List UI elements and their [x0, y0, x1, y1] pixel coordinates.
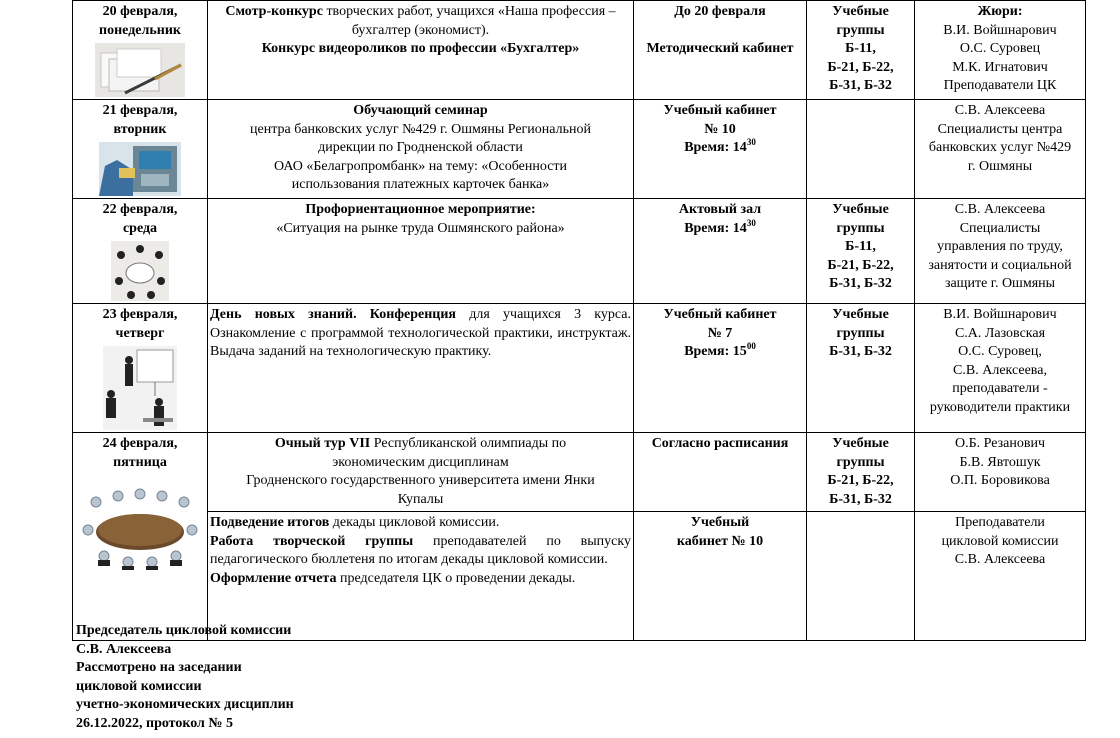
responsible-line: О.С. Суровец: [959, 41, 1041, 56]
footer-line: учетно-экономических дисциплин: [76, 697, 294, 712]
groups-cell: [807, 433, 915, 512]
date: 23 февраля,: [102, 307, 178, 322]
responsible-line: Преподаватели ЦК: [943, 78, 1057, 93]
table-row: [73, 304, 1086, 433]
atm-card-illustration: [99, 142, 181, 196]
event-line: Гродненского государственного университета имени Янки: [246, 473, 595, 488]
date-cell: [73, 304, 208, 433]
event-text: «Ситуация на рынке труда Ошмянского района»: [276, 220, 565, 236]
responsible-cell: [915, 199, 1086, 304]
responsible-line: С.В. Алексеева,: [953, 362, 1047, 378]
responsible-line: О.Б. Резанович: [954, 436, 1045, 451]
responsible-line: Преподаватели: [955, 515, 1045, 530]
place-cell: [634, 433, 807, 512]
place-cell: [634, 512, 807, 641]
event-line: дирекции по Гродненской области: [318, 140, 523, 155]
place-cell: [634, 304, 807, 433]
groups-line: Учебные: [832, 436, 889, 451]
responsible-cell: [915, 100, 1086, 199]
event-title: Профориентационное мероприятие:: [305, 202, 536, 217]
event-text: преподавателей по выпуску педагогического бюллетеня по итогам декады цикловой комиссии.: [210, 533, 631, 567]
place-room-number: кабинет № 10: [676, 533, 764, 549]
groups-cell: [807, 304, 915, 433]
responsible-line: Специалисты центра: [937, 121, 1063, 137]
event-line: экономическим дисциплинам: [332, 454, 509, 470]
place-room: Учебный: [690, 515, 750, 530]
weekday: четверг: [115, 325, 165, 341]
footer-line: Председатель цикловой комиссии: [76, 623, 292, 638]
groups-line: Б-21, Б-22,: [827, 473, 894, 488]
groups-cell: [807, 199, 915, 304]
place-room: Методический кабинет: [646, 40, 794, 56]
footer-line: Рассмотрено на заседании: [76, 660, 242, 675]
responsible-line: цикловой комиссии: [941, 533, 1059, 549]
weekday: пятница: [113, 454, 167, 470]
event-title: День новых знаний. Конференция: [210, 307, 457, 322]
event-cell: [208, 1, 634, 100]
place-cell: [634, 100, 807, 199]
groups-line: Учебные: [832, 4, 889, 19]
event-text: председателя ЦК о проведении декады.: [336, 570, 576, 586]
footer-line: С.В. Алексеева: [76, 641, 172, 657]
event-line: центра банковских услуг №429 г. Ошмяны Региональной: [250, 121, 591, 137]
event-time: Время: $14^{30}$: [684, 137, 756, 155]
responsible-line: М.К. Игнатович: [952, 59, 1048, 75]
groups-line: Учебные: [832, 202, 889, 217]
place-room-number: № 7: [707, 325, 733, 341]
place-room: Актовый зал: [678, 202, 762, 217]
responsible-line: преподаватели -: [952, 381, 1048, 396]
responsible-line: О.П. Боровикова: [950, 473, 1050, 488]
responsible-line: С.В. Алексеева: [954, 202, 1046, 217]
table-row: [73, 1, 1086, 100]
groups-line: Б-21, Б-22,: [827, 59, 894, 75]
responsible-cell: [915, 1, 1086, 100]
date-cell: [73, 1, 208, 100]
event-cell: [208, 100, 634, 199]
event-line: ОАО «Белагропромбанк» на тему: «Особенности: [273, 158, 568, 174]
groups-line: группы: [836, 325, 885, 341]
weekday: вторник: [113, 121, 167, 137]
round-table-illustration: [78, 486, 202, 570]
responsible-line: занятости и социальной: [928, 257, 1072, 273]
jury-label: Жюри:: [977, 4, 1023, 19]
place-schedule: Согласно расписания: [651, 436, 789, 451]
footer-line: 26.12.2022, протокол № 5: [76, 715, 233, 731]
date-cell: [73, 100, 208, 199]
responsible-line: С.В. Алексеева: [954, 103, 1046, 118]
event-cell: [208, 199, 634, 304]
groups-line: Б-21, Б-22,: [827, 257, 894, 273]
groups-cell: [807, 1, 915, 100]
place-cell: [634, 1, 807, 100]
event-line: Купалы: [397, 491, 444, 507]
event-title: Конкурс видеороликов по профессии «Бухгалтер»: [261, 41, 580, 56]
business-meeting-illustration: [111, 241, 169, 301]
table-row: [73, 199, 1086, 304]
place-room: Учебный кабинет: [663, 103, 777, 118]
responsible-line: С.А. Лазовская: [954, 325, 1046, 341]
responsible-line: защите г. Ошмяны: [944, 276, 1056, 291]
date: 21 февраля,: [102, 103, 178, 118]
schedule-table: [72, 0, 1086, 641]
event-cell: [208, 304, 634, 433]
event-text: для учащихся 3 курса. Ознакомление с программой технологической практики, инструктаж. Выдача заданий на технологическую практику.: [210, 307, 632, 359]
place-room-number: № 10: [704, 121, 736, 137]
papers-pen-illustration: [95, 43, 185, 97]
responsible-line: О.С. Суровец,: [958, 344, 1042, 359]
groups-line: Б-31, Б-32: [829, 344, 892, 359]
responsible-line: С.В. Алексеева: [954, 552, 1046, 567]
event-title: Работа творческой группы: [210, 533, 414, 549]
groups-line: Б-31, Б-32: [829, 276, 892, 291]
event-cell: [208, 433, 634, 512]
responsible-cell: [915, 433, 1086, 512]
groups-line: группы: [836, 220, 885, 236]
groups-line: группы: [836, 454, 885, 470]
responsible-line: В.И. Войшнарович: [943, 22, 1057, 38]
event-text: декады цикловой комиссии.: [329, 515, 500, 530]
responsible-line: Б.В. Явтошук: [959, 454, 1041, 470]
event-title: Смотр-конкурс: [225, 4, 323, 19]
groups-line: Б-11,: [845, 41, 876, 56]
presentation-conference-illustration: [103, 346, 177, 430]
responsible-line: Специалисты: [959, 220, 1041, 236]
date: 24 февраля,: [102, 436, 178, 451]
groups-line: группы: [836, 22, 885, 38]
date-cell: [73, 433, 208, 641]
responsible-cell: [915, 304, 1086, 433]
weekday: понедельник: [99, 22, 181, 38]
place-room: Учебный кабинет: [663, 307, 777, 322]
date-cell: [73, 199, 208, 304]
event-time: Время: $15^{00}$: [684, 341, 756, 359]
weekday: среда: [122, 220, 158, 236]
groups-cell: [807, 512, 915, 641]
responsible-line: г. Ошмяны: [967, 158, 1033, 174]
footer-signature: [76, 622, 294, 733]
table-row: [73, 433, 1086, 512]
event-title: Подведение итогов: [210, 515, 330, 530]
place-date: До 20 февраля: [674, 4, 766, 19]
date: 20 февраля,: [102, 4, 178, 19]
event-title: Обучающий семинар: [353, 103, 488, 118]
table-row: [73, 100, 1086, 199]
event-title: Очный тур VII: [274, 436, 371, 451]
groups-line: Б-11,: [845, 239, 876, 254]
event-time: Время: $14^{30}$: [684, 217, 756, 236]
event-line: использования платежных карточек банка»: [291, 177, 550, 192]
groups-cell: [807, 100, 915, 199]
groups-line: Б-31, Б-32: [829, 491, 892, 507]
event-text: творческих работ, учащихся «Наша профессия – бухгалтер (экономист).: [322, 4, 616, 38]
event-title: Оформление отчета: [210, 570, 337, 586]
date: 22 февраля,: [102, 202, 178, 217]
footer-line: цикловой комиссии: [76, 678, 202, 694]
groups-line: Б-31, Б-32: [829, 78, 892, 93]
event-text: Республиканской олимпиады по: [370, 436, 567, 451]
responsible-line: В.И. Войшнарович: [943, 307, 1057, 322]
groups-line: Учебные: [832, 307, 889, 322]
responsible-line: управления по труду,: [937, 239, 1063, 254]
responsible-cell: [915, 512, 1086, 641]
place-cell: [634, 199, 807, 304]
responsible-line: руководители практики: [929, 399, 1071, 415]
responsible-line: банковских услуг №429: [928, 140, 1072, 155]
